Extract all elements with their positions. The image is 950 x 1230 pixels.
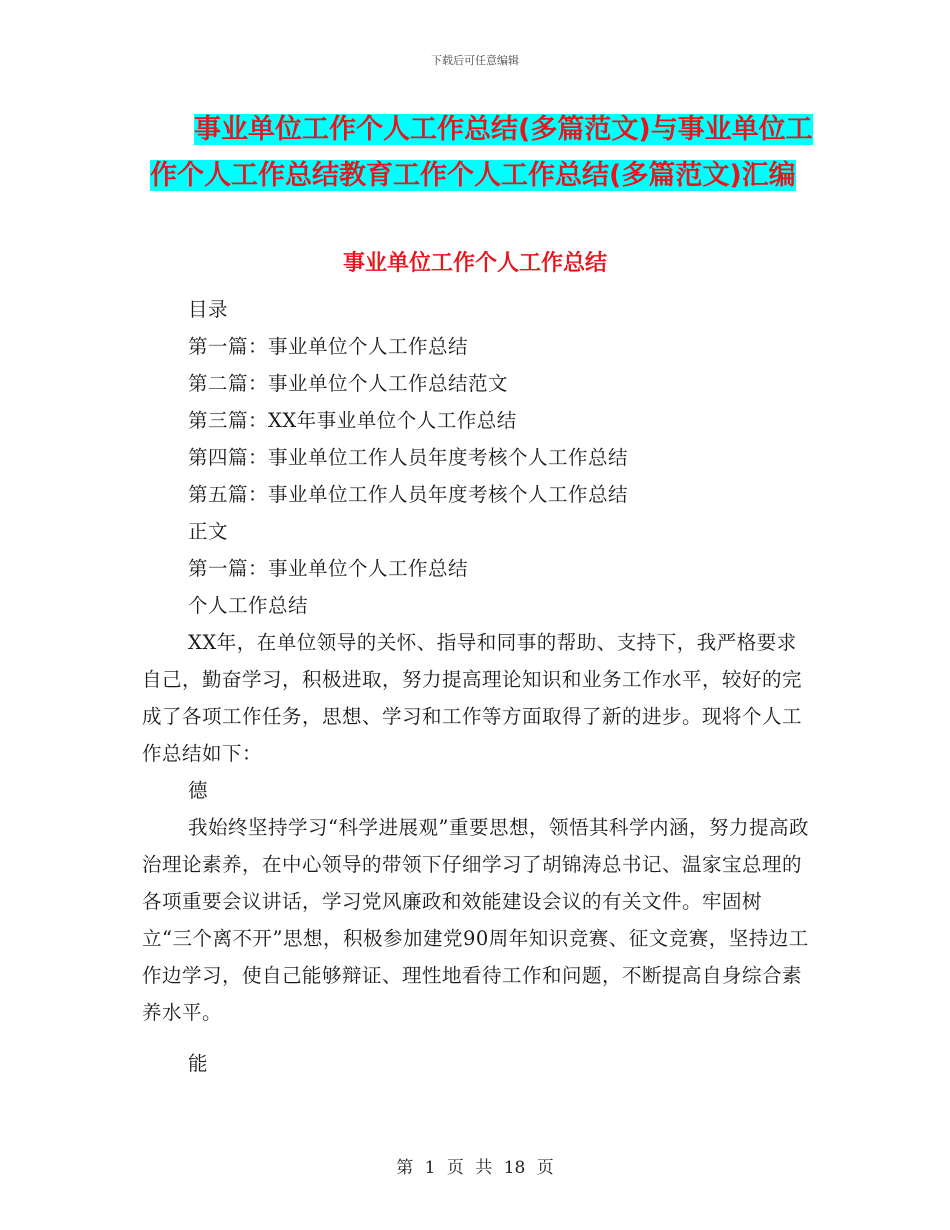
toc-heading: 目录 — [188, 298, 229, 321]
toc-item: 第三篇：XX年事业单位个人工作总结 — [188, 409, 517, 432]
document-title-text-2: 作个人工作总结教育工作个人工作总结(多篇范文)汇编 — [150, 160, 796, 191]
toc-item: 第二篇：事业单位个人工作总结范文 — [188, 372, 509, 395]
chapter-title: 第一篇：事业单位个人工作总结 — [188, 557, 469, 580]
header-note: 下载后可任意编辑 — [431, 54, 519, 67]
page-footer: 第 1 页 共 18 页 — [396, 1158, 554, 1178]
doc-title: 个人工作总结 — [188, 594, 309, 617]
document-title-text-1: 事业单位工作个人工作总结(多篇范文)与事业单位工 — [194, 114, 813, 145]
toc-item: 第一篇：事业单位个人工作总结 — [188, 335, 469, 358]
document-title-line-1 — [150, 104, 854, 156]
heading-neng: 能 — [188, 1052, 209, 1075]
paragraph-intro: XX年，在单位领导的关怀、指导和同事的帮助、支持下，我严格要求自己，勤奋学习，积极进取，努力提高理论知识和业务工作水平，较好的完成了各项工作任务，思想、学习和工作等方面取得了新的进步。现将个人工作总结如下： — [142, 631, 803, 765]
toc-item: 第五篇：事业单位工作人员年度考核个人工作总结 — [188, 483, 629, 506]
heading-de: 德 — [188, 779, 209, 802]
body-section-label: 正文 — [188, 520, 229, 543]
toc-item: 第四篇：事业单位工作人员年度考核个人工作总结 — [188, 446, 629, 469]
paragraph-de: 我始终坚持学习“科学进展观”重要思想，领悟其科学内涵，努力提高政治理论素养，在中心领导的带领下仔细学习了胡锦涛总书记、温家宝总理的各项重要会议讲话，学习党风廉政和效能建设会议的有关文件。牢固树立“三个离不开”思想，积极参加建党90周年知识竞赛、征文竞赛，坚持边工作边学习，使自己能够辩证、理性地看待工作和问题，不断提高自身综合素养水平。 — [142, 816, 809, 1024]
document-body — [142, 291, 810, 1082]
section-title: 事业单位工作个人工作总结 — [342, 251, 607, 276]
document-title-line-2 — [150, 150, 810, 202]
